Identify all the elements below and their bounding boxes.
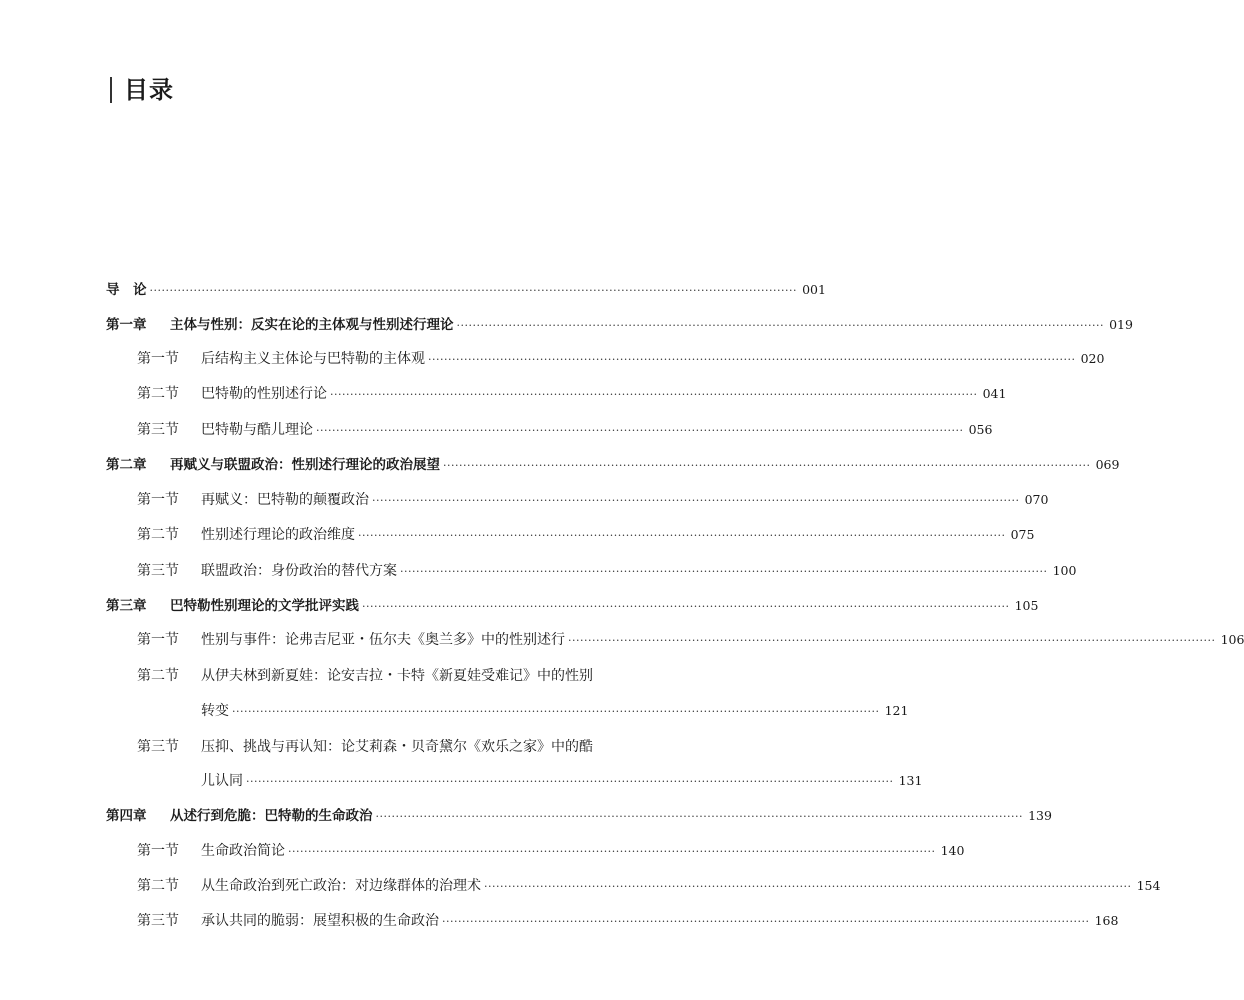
toc-page-number: 121 <box>884 703 909 718</box>
toc-entry-section[interactable] <box>137 874 1161 898</box>
toc-entry-title: 转变 <box>201 703 229 719</box>
toc-entry-number: 第四章 <box>106 808 147 824</box>
toc-entry-title: 巴特勒与酷儿理论 <box>201 422 313 438</box>
toc-leader-dots <box>568 630 1215 652</box>
toc-entry-section[interactable] <box>137 628 1244 652</box>
toc-entry-section[interactable] <box>137 488 1049 512</box>
toc-leader-dots <box>150 280 797 302</box>
toc-entry-title: 压抑、挑战与再认知：论艾莉森・贝奇黛尔《欢乐之家》中的酷 <box>201 739 593 755</box>
toc-entry-number: 第三节 <box>137 422 179 438</box>
toc-entry-section[interactable] <box>137 735 662 759</box>
toc-entry-section[interactable] <box>137 664 662 688</box>
toc-page-number: 069 <box>1095 457 1120 472</box>
toc-page-number: 020 <box>1080 351 1105 366</box>
toc-page-number: 070 <box>1024 492 1049 507</box>
toc-page-number: 106 <box>1220 632 1244 647</box>
toc-page-number: 056 <box>968 422 993 437</box>
page-title: 目录 <box>124 76 174 104</box>
toc-entry-number: 第三章 <box>106 598 147 614</box>
toc-leader-dots <box>232 701 879 723</box>
toc-entry-title: 主体与性别：反实在论的主体观与性别述行理论 <box>170 317 454 333</box>
toc-entry-title: 从述行到危脆：巴特勒的生命政治 <box>170 808 373 824</box>
toc-entry-number: 第一节 <box>137 351 179 367</box>
toc-entry-number: 第一章 <box>106 317 147 333</box>
toc-entry-title: 性别述行理论的政治维度 <box>201 527 355 543</box>
toc-entry-title: 性别与事件：论弗吉尼亚・伍尔夫《奥兰多》中的性别述行 <box>201 632 565 648</box>
toc-entry-number: 第三节 <box>137 563 179 579</box>
toc-leader-dots <box>330 384 977 406</box>
toc-entry-intro[interactable] <box>106 278 826 302</box>
toc-leader-dots <box>362 596 1009 618</box>
toc-leader-dots <box>316 420 963 442</box>
toc-leader-dots <box>246 771 893 793</box>
toc-entry-chapter-2[interactable] <box>106 453 1120 477</box>
toc-entry-title: 生命政治简论 <box>201 843 285 859</box>
toc-page-number: 100 <box>1052 563 1077 578</box>
toc-entry-number: 第一节 <box>137 492 179 508</box>
toc-page-number: 131 <box>898 773 923 788</box>
toc-entry-title: 从伊夫林到新夏娃：论安吉拉・卡特《新夏娃受难记》中的性别 <box>201 668 593 684</box>
toc-entry-number: 第三节 <box>137 913 179 929</box>
toc-entry-section[interactable] <box>137 559 1077 583</box>
toc-entry-number: 第三节 <box>137 739 179 755</box>
toc-entry-chapter-3[interactable] <box>106 594 1039 618</box>
toc-entry-title: 承认共同的脆弱：展望积极的生命政治 <box>201 913 439 929</box>
toc-entry-title: 从生命政治到死亡政治：对边缘群体的治理术 <box>201 878 481 894</box>
toc-leader-dots <box>442 911 1089 933</box>
toc-entry-number: 第一节 <box>137 632 179 648</box>
toc-leader-dots <box>457 315 1104 337</box>
toc-leader-dots <box>428 349 1075 371</box>
toc-leader-dots <box>376 806 1023 828</box>
toc-page-number: 075 <box>1010 527 1035 542</box>
toc-leader-dots <box>443 455 1090 477</box>
toc-entry-number: 第二节 <box>137 527 179 543</box>
toc-entry-number: 第二节 <box>137 668 179 684</box>
toc-entry-section[interactable] <box>137 347 1105 371</box>
toc-page-number: 041 <box>982 386 1007 401</box>
toc-entry-section[interactable] <box>137 382 1007 406</box>
toc-page-number: 154 <box>1136 878 1161 893</box>
toc-entry-title: 再赋义：巴特勒的颠覆政治 <box>201 492 369 508</box>
toc-entry-continuation[interactable] <box>201 769 923 793</box>
toc-entry-title: 巴特勒性别理论的文学批评实践 <box>170 598 359 614</box>
toc-entry-continuation[interactable] <box>201 699 909 723</box>
toc-entry-section[interactable] <box>137 839 965 863</box>
toc-entry-title: 联盟政治：身份政治的替代方案 <box>201 563 397 579</box>
toc-leader-dots <box>400 561 1047 583</box>
toc-entry-number: 第二章 <box>106 457 147 473</box>
toc-entry-chapter-4[interactable] <box>106 804 1052 828</box>
toc-entry-number: 第二节 <box>137 878 179 894</box>
toc-page-number: 019 <box>1109 317 1133 332</box>
toc-entry-title: 巴特勒的性别述行论 <box>201 386 327 402</box>
toc-page-number: 105 <box>1014 598 1039 613</box>
toc-entry-section[interactable] <box>137 523 1035 547</box>
toc-page-number: 168 <box>1094 913 1119 928</box>
toc-leader-dots <box>372 490 1019 512</box>
toc-entry-number: 第二节 <box>137 386 179 402</box>
toc-page-number: 140 <box>940 843 965 858</box>
toc-entry-title: 儿认同 <box>201 773 243 789</box>
toc-entry-section[interactable] <box>137 909 1119 933</box>
toc-entry-chapter-1[interactable] <box>106 313 1133 337</box>
toc-leader-dots <box>288 841 935 863</box>
toc-entry-title: 再赋义与联盟政治：性别述行理论的政治展望 <box>170 457 440 473</box>
toc-page-number: 001 <box>802 282 826 297</box>
toc-entry-title: 后结构主义主体论与巴特勒的主体观 <box>201 351 425 367</box>
toc-leader-dots <box>358 525 1005 547</box>
toc-leader-dots <box>484 876 1131 898</box>
toc-entry-section[interactable] <box>137 418 993 442</box>
toc-entry-number: 第一节 <box>137 843 179 859</box>
toc-entry-number: 导 论 <box>106 282 147 298</box>
toc-page-number: 139 <box>1028 808 1052 823</box>
